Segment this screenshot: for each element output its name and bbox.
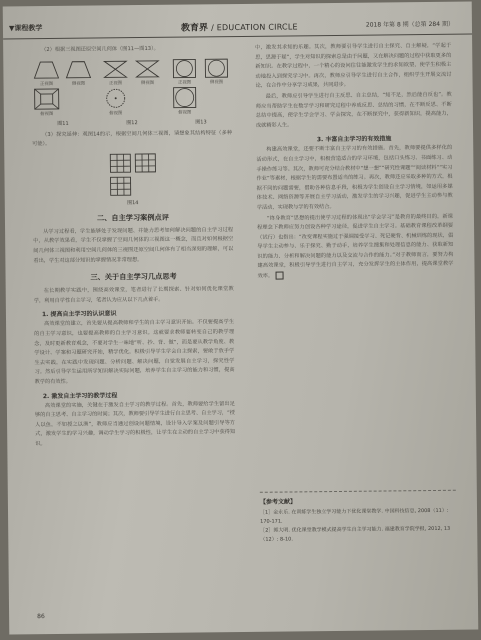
section-2-heading: 二、自主学习案例点评 [96,212,169,223]
task3-text: （3）探究延伸：观图14的示，根据空间几何体三视图，请想象其结构特征（多种可能）。 [32,129,233,148]
subsection-2-body: 高效课堂的实施，关键在于激发自主学习的教学过程。首先，教师要给学生留出足够的自主思考、自主学习的时间；其次，教师要引导学生进行自主思考、自主学习，“授人以鱼，不如授之以渔”，教师应当通过创设问题情境，设计导入学案及问题引导等方式，激发学生的学习兴趣，调动学生学习的积极性，让学生在主动的自主学习中获得知识。 [34,400,236,448]
references-title: 【参考文献】 [259,498,296,506]
square-front-view-icon [171,58,197,78]
figure-12 [100,58,163,126]
grid-front-view-icon [109,153,131,173]
side-view-label: 侧视图 [140,80,155,86]
figure-14 [32,152,233,207]
issue-label: 2018 年第 8 期（总第 284 期） [365,20,454,29]
masthead-cn: 教育界 [180,23,209,34]
figure-14-caption: 图14 [127,199,139,206]
subsection-1-heading: 1. 提高自主学习的认识意识 [41,310,117,319]
grid-top-view-icon [109,176,131,196]
subsection-3-heading: 3. 丰富自主学习的有效措施 [316,135,392,144]
top-view-label: 俯视图 [178,110,192,116]
section-3-body: 在长期教学实践中，围绕高效课堂，笔者进行了长期探索、针对如何优化课堂教学，利用自学性自主学习，笔者认为应从以下几点着手。 [33,286,234,304]
conclusion-body [257,212,454,282]
right-body-paragraph-2: 最后，教师应引导学生进行自主反思、自主总结，“知不足，然后能自反也”。教师应当帮助学生在数学学习和研究过程中养成反思、总结的习惯，在不断反思、不断总结中提高，使学生学会学习、学会探究，在不断探究中，获得新知识，提高能力，成就精彩人生。 [255,91,452,129]
grid-side-view-icon [134,153,156,173]
section-3-heading: 三、关于自主学习几点思考 [90,271,177,282]
hourglass-side-view-icon [134,58,160,78]
top-view-label: 俯视图 [40,111,54,117]
page-number: 86 [37,613,45,621]
hourglass-front-view-icon [102,59,128,79]
frustum-top-view-icon [34,87,60,109]
right-column [255,42,453,283]
masthead [181,19,298,33]
left-column [31,44,235,451]
page-header [3,12,472,40]
figure-13 [169,58,232,126]
square-top-view-icon [172,86,198,108]
figure-12-caption: 图12 [126,119,138,126]
subsection-3-body: 构建高效课堂，还要不断丰富自主学习的有效措施。首先，教师要提供多样化的活动形式，在自主学习中，积极营造适合的学习环境，包括口头练习、书面练习、动手操作练习等。其次，教师可充分结合教材中“想一想”“研究性课题”“阅读材料”“实习作业”等素材，根据学生的需要布置适当的练习。再次，教师还应采取多种的方式，根据不同的问题需要，借助各种信息手段，积极为学生创设自主学习情境，如运用多媒体技术、网络资源等开展自主学习活动，激发学生的学习兴趣，促进学生主动参与教学活动，实现教与学的有效结合。 [256,145,453,211]
square-side-view-icon [203,58,229,78]
side-view-label: 侧视图 [209,79,224,85]
end-mark-icon [275,272,283,280]
front-view-label: 正视图 [177,80,192,86]
figure-11-caption: 图11 [57,120,69,127]
reference-item: ［2］郭大明. 优化课堂教学模式提高学生自主学习能力. 福建教育学院学报, 2012, 13（12）: 8-10. [260,525,451,543]
references [260,490,457,545]
frustum-front-view-icon [33,59,59,79]
subsection-1-body: 高效课堂的建立，首先要从提高教师和学生的自主学习意识开始。不仅要提高学生的自主学习意识，也要提高教师的自主学习意识。这就要求教师要转变自己的教学理念，及时更新教育观念，不要对学生一味地“听、抄、背、做”，而是要从教学角度、教学设计、学案和习题研究开始，精学优化，积极引导学生学会自主探索，要敢于放手学生去实践，在实践中发现问题、分析问题、解决问题，自觉发展自主学习，探究性学习。然后引导学生运用所学知识解决实际问题，培养学生自主学习的能力和习惯，提高教学的有效性。 [34,319,235,386]
frustum-side-view-icon [65,59,91,79]
front-view-label: 正视图 [39,81,54,87]
reference-item: ［1］金永乐. 在训练学生独立学习能力下优化课堂教学. 中国科技信息, 2008（11）: 170-171. [260,507,449,525]
conclusion-text: “终身教育”思想的提出使学习过程的体现出“学会学习”是教育的最终目的，新课程理念下教师应努力创设各种学习途径，促进学生自主学习。基础教育课程改革纲要（试行）也指出：“改变课程实施过于强调接受学习、死记硬背、机械训练的现状，倡导学生主动参与、乐于探究、勤于动手，培养学生搜集和处理信息的能力、获取新知识的能力、分析和解决问题的能力以及交流与合作的能力。”对于教师而言，要努力构建高效课堂，积极引导学生进行自主学习，充分发挥学生的主体作用，提高课堂教学效率。 [257,213,454,280]
document-page [3,2,479,635]
right-body-continued: 中，激发其求知的乐趣。其次，教师要引导学生进行自主探究、自主解疑，“学起于思，思源于疑”，学生对知识的探索总是由于问题，又在解决问题的过程中获取更多的新知识。在教学过程中，一个精心的设问往往能激发学生的求知欲望，使学生积极主动地投入到探究学习中。再次，教师应引导学生进行自主合作，组织学生开展交流讨论，在合作中分享学习成果，共同进步。 [255,42,452,90]
section-label: ▼课程教学 [8,24,43,33]
top-view-label: 俯视图 [109,110,123,116]
masthead-en: / EDUCATION CIRCLE [211,22,298,33]
section-2-body: 从学习过程看，学生能够处于发现问题、并能力思考如何解决问题的自主学习过程中，从教学效果看，学生不仅掌握了空间几何体的三视图这一概念，而且对如何根据空间几何体三视图和利用空间几何体的三视图还原空间几何体有了相当深刻的理解，可以看出，学生对这部分知识的掌握情况非常理想。 [33,226,234,264]
side-view-label: 侧视图 [71,81,86,87]
front-view-label: 正视图 [108,80,123,86]
figure-13-caption: 图13 [195,118,207,126]
figures-11-13 [31,58,232,127]
subsection-2-heading: 2. 激发自主学习的教学过程 [42,391,118,400]
circle-top-view-icon [103,87,129,109]
figure-11 [31,59,94,127]
task2-text: （2）根据三视图还原空间几何体（图11—图13）。 [41,45,159,54]
